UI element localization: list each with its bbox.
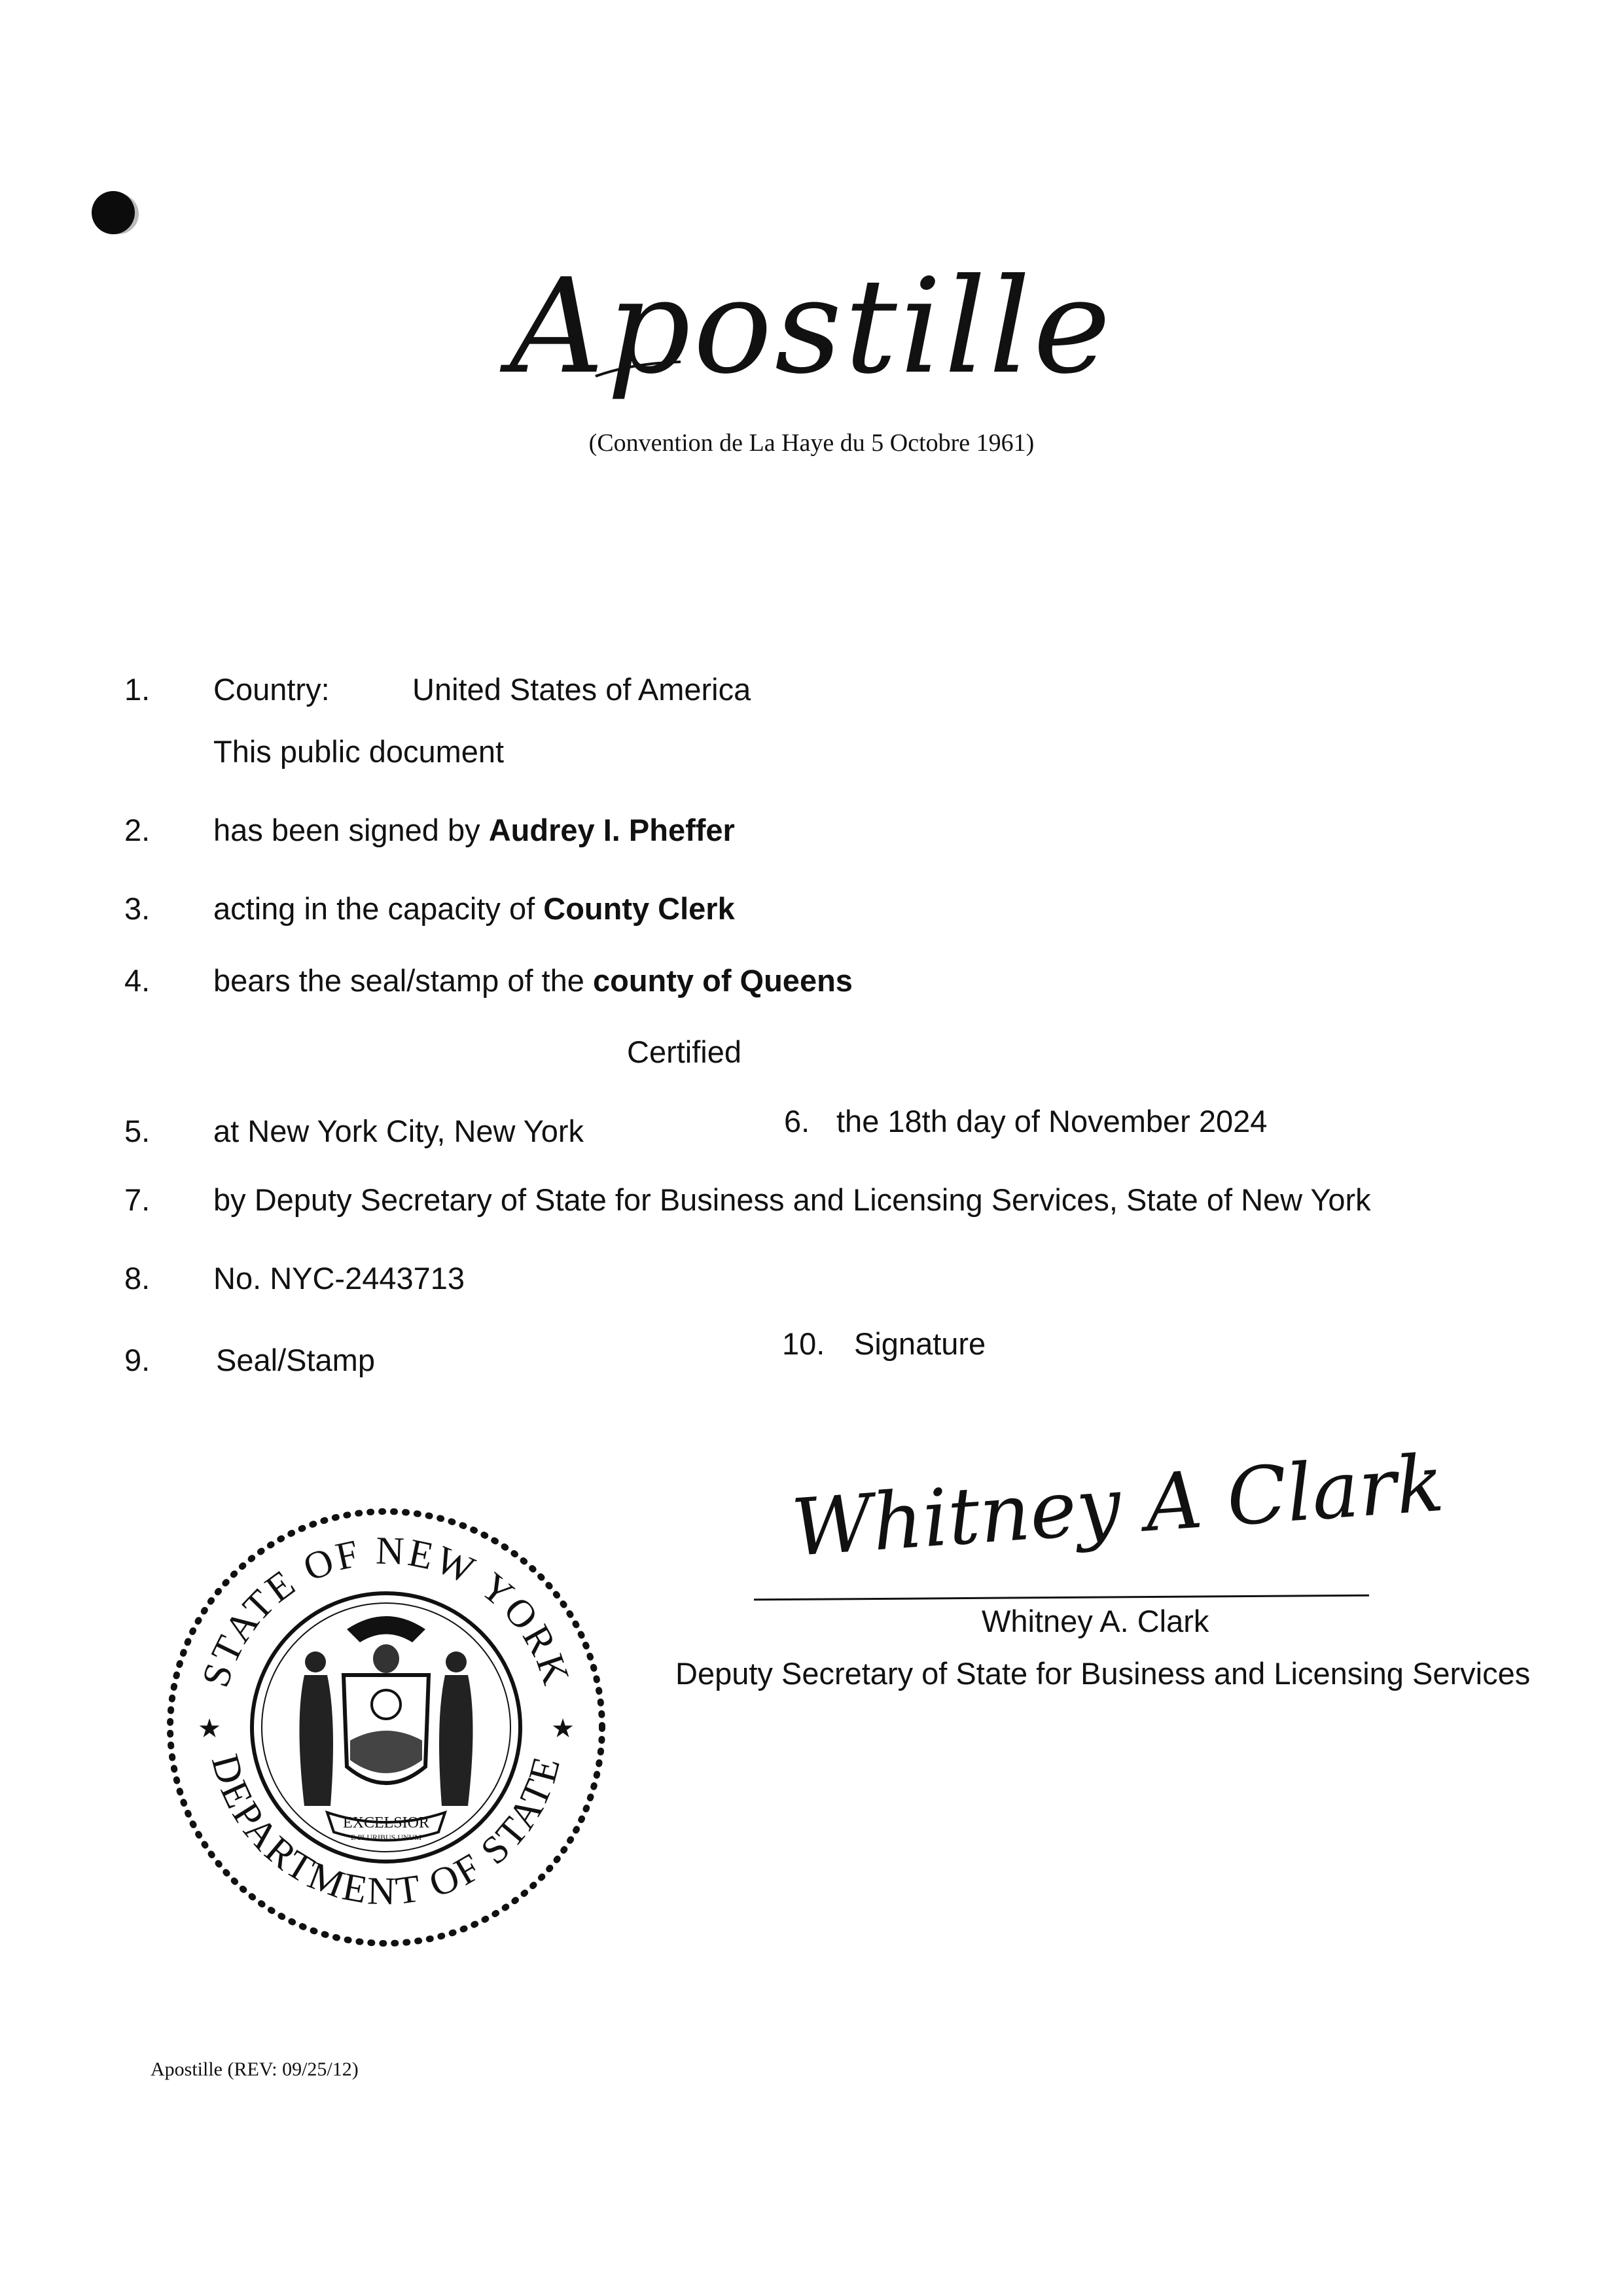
document-title: Apostille bbox=[509, 251, 1114, 403]
capacity-value: County Clerk bbox=[543, 891, 735, 926]
coat-of-arms-icon bbox=[300, 1616, 473, 1841]
item-number: 6. bbox=[784, 1104, 810, 1139]
item-number: 3. bbox=[124, 891, 151, 926]
state-seal bbox=[164, 1505, 609, 1950]
title-swash-decoration bbox=[592, 357, 684, 383]
seal-motto: EXCELSIOR bbox=[343, 1814, 429, 1831]
seal-star-right: ★ bbox=[551, 1714, 575, 1743]
reference-number: No. NYC-2443713 bbox=[213, 1261, 465, 1296]
country-label: Country: bbox=[213, 672, 330, 707]
public-document-text: This public document bbox=[213, 734, 505, 769]
item-number: 4. bbox=[124, 963, 151, 998]
item-number: 5. bbox=[124, 1114, 151, 1148]
punch-hole-mark bbox=[92, 191, 135, 234]
item-number: 9. bbox=[124, 1343, 151, 1377]
seal-of-value: county of Queens bbox=[593, 963, 853, 998]
revision-footer: Apostille (REV: 09/25/12) bbox=[151, 2058, 359, 2080]
signatory-name: Whitney A. Clark bbox=[982, 1604, 1209, 1638]
seal-star-left: ★ bbox=[198, 1714, 221, 1743]
signatory-title: Deputy Secretary of State for Business and Licensing Services bbox=[675, 1656, 1531, 1691]
date-text: the 18th day of November 2024 bbox=[836, 1104, 1268, 1139]
signature-label: Signature bbox=[854, 1326, 986, 1361]
seal-stamp-label: Seal/Stamp bbox=[216, 1343, 375, 1377]
item-number: 8. bbox=[124, 1261, 151, 1296]
document-subtitle: (Convention de La Haye du 5 Octobre 1961) bbox=[588, 429, 1035, 457]
item-number: 10. bbox=[782, 1326, 825, 1361]
seal-bottom-text: DEPARTMENT OF STATE bbox=[203, 1750, 569, 1913]
seal-of-label: bears the seal/stamp of the bbox=[213, 963, 584, 998]
handwritten-signature bbox=[785, 1438, 1447, 1583]
place-text: at New York City, New York bbox=[213, 1114, 584, 1148]
item-number: 1. bbox=[124, 672, 151, 707]
signature-line bbox=[754, 1595, 1369, 1601]
item-number: 2. bbox=[124, 813, 151, 847]
item-number: 7. bbox=[124, 1182, 151, 1217]
capacity-label: acting in the capacity of bbox=[213, 891, 535, 926]
country-value: United States of America bbox=[412, 672, 751, 707]
signed-by-value: Audrey I. Pheffer bbox=[488, 813, 735, 847]
seal-top-text: STATE OF NEW YORK bbox=[193, 1528, 579, 1693]
certified-by-text: by Deputy Secretary of State for Business and Licensing Services, State of New York bbox=[213, 1182, 1371, 1217]
svg-text:Whitney A Clark: Whitney A Clark bbox=[789, 1438, 1447, 1575]
certified-heading: Certified bbox=[627, 1034, 742, 1069]
seal-motto-secondary: E PLURIBUS UNUM bbox=[350, 1833, 422, 1842]
signed-by-label: has been signed by bbox=[213, 813, 480, 847]
